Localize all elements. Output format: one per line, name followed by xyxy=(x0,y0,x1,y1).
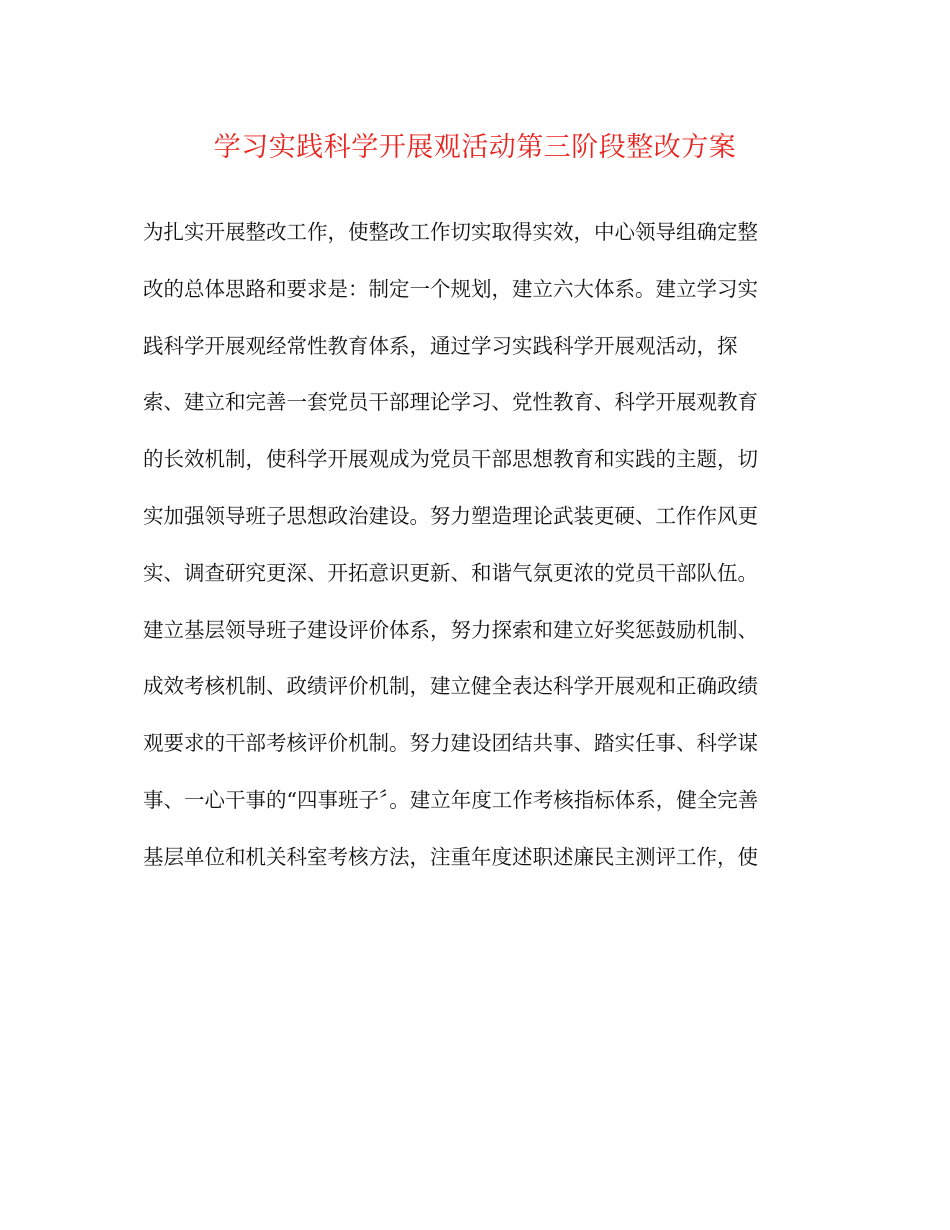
document-body xyxy=(143,212,823,894)
body-line-11: 事、一心干事的“四事班子〞。建立年度工作考核指标体系，健全完善 xyxy=(143,787,759,812)
body-line-2: 改的总体思路和要求是：制定一个规划，建立六大体系。建立学习实 xyxy=(143,276,758,301)
body-line-8: 建立基层领导班子建设评价体系，努力探索和建立好奖惩鼓励机制、 xyxy=(143,617,758,642)
body-line-12: 基层单位和机关科室考核方法，注重年度述职述廉民主测评工作，使 xyxy=(143,844,758,869)
body-line-3: 践科学开展观经常性教育体系，通过学习实践科学开展观活动，探 xyxy=(143,333,738,358)
body-line-4: 索、建立和完善一套党员干部理论学习、党性教育、科学开展观教育 xyxy=(143,390,758,415)
body-line-7: 实、调查研究更深、开拓意识更新、和谐气氛更浓的党员干部队伍。 xyxy=(143,560,758,585)
body-line-6: 实加强领导班子思想政治建设。努力塑造理论武装更硬、工作作风更 xyxy=(143,503,758,528)
body-line-9: 成效考核机制、政绩评价机制，建立健全表达科学开展观和正确政绩 xyxy=(143,674,758,699)
body-line-5: 的长效机制，使科学开展观成为党员干部思想教育和实践的主题，切 xyxy=(143,447,758,472)
body-line-1: 为扎实开展整改工作，使整改工作切实取得实效，中心领导组确定整 xyxy=(143,220,758,244)
document-title: 学习实践科学开展观活动第三阶段整改方案 xyxy=(213,132,737,163)
body-line-10: 观要求的干部考核评价机制。努力建设团结共事、踏实任事、科学谋 xyxy=(143,731,758,756)
